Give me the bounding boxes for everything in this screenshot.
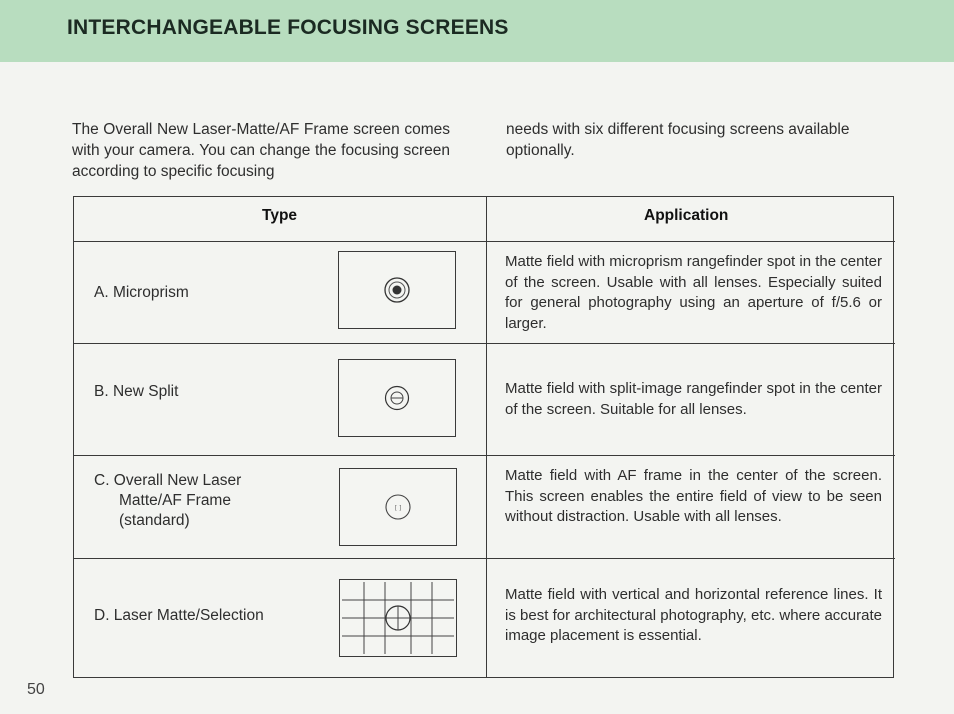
type-label-a: A. Microprism [94,284,189,301]
table-row-divider [74,558,895,559]
intro-paragraph-left: The Overall New Laser-Matte/AF Frame screen comes with your camera. You can change the focusing screen according to specific focusing [72,121,450,180]
column-header-type: Type [262,207,298,224]
type-label-b: B. New Split [94,383,179,400]
application-text-a: Matte field with microprism rangefinder spot in the center of the screen. Usable with all lenses. Especially suited for general photography using an aperture of f/5.6 or larger. [505,253,882,332]
type-label-d: D. Laser Matte/Selection [94,607,264,624]
table-row-divider [74,343,895,344]
af-frame-screen-icon [339,468,457,546]
type-label-c: C. Overall New Laser Matte/AF Frame (standard) [94,472,242,529]
table-column-divider [486,197,487,677]
column-header-application: Application [644,207,729,224]
intro-paragraph-right: needs with six different focusing screens available optionally. [506,121,850,159]
svg-text:[ ]: [ ] [394,505,402,512]
page-title: INTERCHANGEABLE FOCUSING SCREENS [67,16,509,39]
application-text-c: Matte field with AF frame in the center of the screen. This screen enables the entire field of view to be seen without distraction. Usable with all lenses. [505,467,882,525]
table-header-divider [74,241,895,242]
split-image-screen-icon [338,359,456,437]
application-text-d: Matte field with vertical and horizontal reference lines. It is best for architectural photography, etc. where accurate image placement is essential. [505,586,882,644]
grid-screen-icon [339,579,457,657]
application-text-b: Matte field with split-image rangefinder spot in the center of the screen. Suitable for all lenses. [505,380,882,418]
page-number: 50 [27,681,45,698]
microprism-screen-icon [338,251,456,329]
focusing-screens-table [73,196,894,678]
table-row-divider [74,455,895,456]
